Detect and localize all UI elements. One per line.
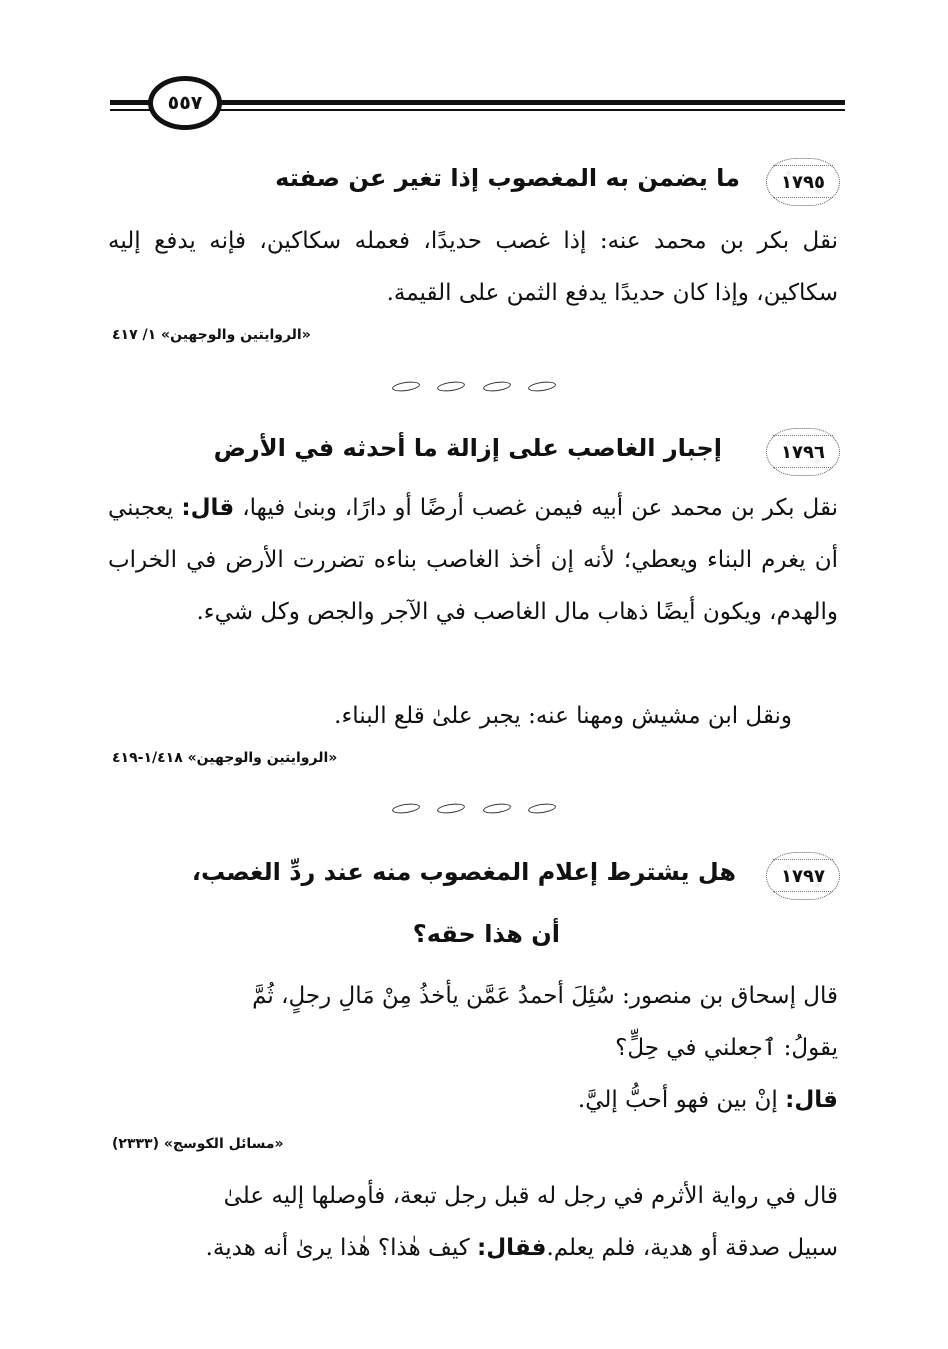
- entry-answer-line: [578, 1074, 838, 1126]
- entry-text-part: كيف هٰذا؟ هٰذا يرىٰ أنه هدية.: [205, 1235, 470, 1261]
- entry-number-badge: ١٧٩٧: [766, 852, 840, 900]
- entry-title-line1: هل يشترط إعلام المغصوب منه عند ردِّ الغصب،: [191, 858, 736, 886]
- entry-text-part: سبيل صدقة أو هدية، فلم يعلم.: [546, 1235, 838, 1261]
- entry-text-line: يقولُ: ٱجعلني في حِلٍّ؟: [615, 1035, 838, 1061]
- section-divider-ornament: [392, 802, 556, 814]
- entry-source: «الروايتين والوجهين» ١/٤١٨-٤١٩: [112, 750, 338, 766]
- qal-label: قال:: [785, 1087, 838, 1113]
- entry-source: «الروايتين والوجهين» ١/ ٤١٧: [112, 327, 311, 343]
- section-divider-ornament: [392, 380, 556, 392]
- page-number: ٥٥٧: [148, 76, 222, 130]
- entry-number-badge: ١٧٩٥: [766, 158, 840, 206]
- entry-text: نقل بكر بن محمد عنه: إذا غصب حديدًا، فعمله سكاكين، فإنه يدفع إليه سكاكين، وإذا كان حديدًا يدفع الثمن على القيمة.: [108, 228, 838, 306]
- page-header: [110, 72, 845, 132]
- faqal-label: فقال:: [477, 1235, 547, 1261]
- entry-text-line: [206, 1222, 838, 1274]
- answer-text: إنْ بين فهو أحبُّ إليَّ.: [577, 1087, 778, 1113]
- entry-title: ما يضمن به المغصوب إذا تغير عن صفته: [275, 164, 740, 192]
- entry-title-line2: أن هذا حقه؟: [412, 920, 560, 948]
- entry-text-line: قال في رواية الأثرم في رجل له قبل رجل تبعة، فأوصلها إليه علىٰ: [223, 1183, 838, 1209]
- entry-number-badge: ١٧٩٦: [766, 428, 840, 476]
- entry-title: إجبار الغاصب على إزالة ما أحدثه في الأرض: [213, 434, 722, 462]
- entry-text: [108, 482, 838, 638]
- entry-text-rest: يعجبني أن يغرم البناء ويعطي؛ لأنه إن أخذ الغاصب بناءه تضررت الأرض في الخراب والهدم، ويكون أيضًا ذهاب مال الغاصب في الآجر والجص وكل شيء.: [108, 495, 838, 625]
- entry-source: «مسائل الكوسج» (٢٣٣٣): [112, 1136, 284, 1152]
- entry-text-second: ونقل ابن مشيش ومهنا عنه: يجبر علىٰ قلع البناء.: [334, 703, 792, 729]
- entry-text-line: قال إسحاق بن منصور: سُئِلَ أحمدُ عَمَّن يأخذُ مِنْ مَالِ رجلٍ، ثُمَّ: [252, 983, 838, 1009]
- entry-text-intro: نقل بكر بن محمد عن أبيه فيمن غصب أرضًا أو دارًا، وبنىٰ فيها،: [242, 495, 838, 521]
- qal-label: قال:: [181, 495, 235, 521]
